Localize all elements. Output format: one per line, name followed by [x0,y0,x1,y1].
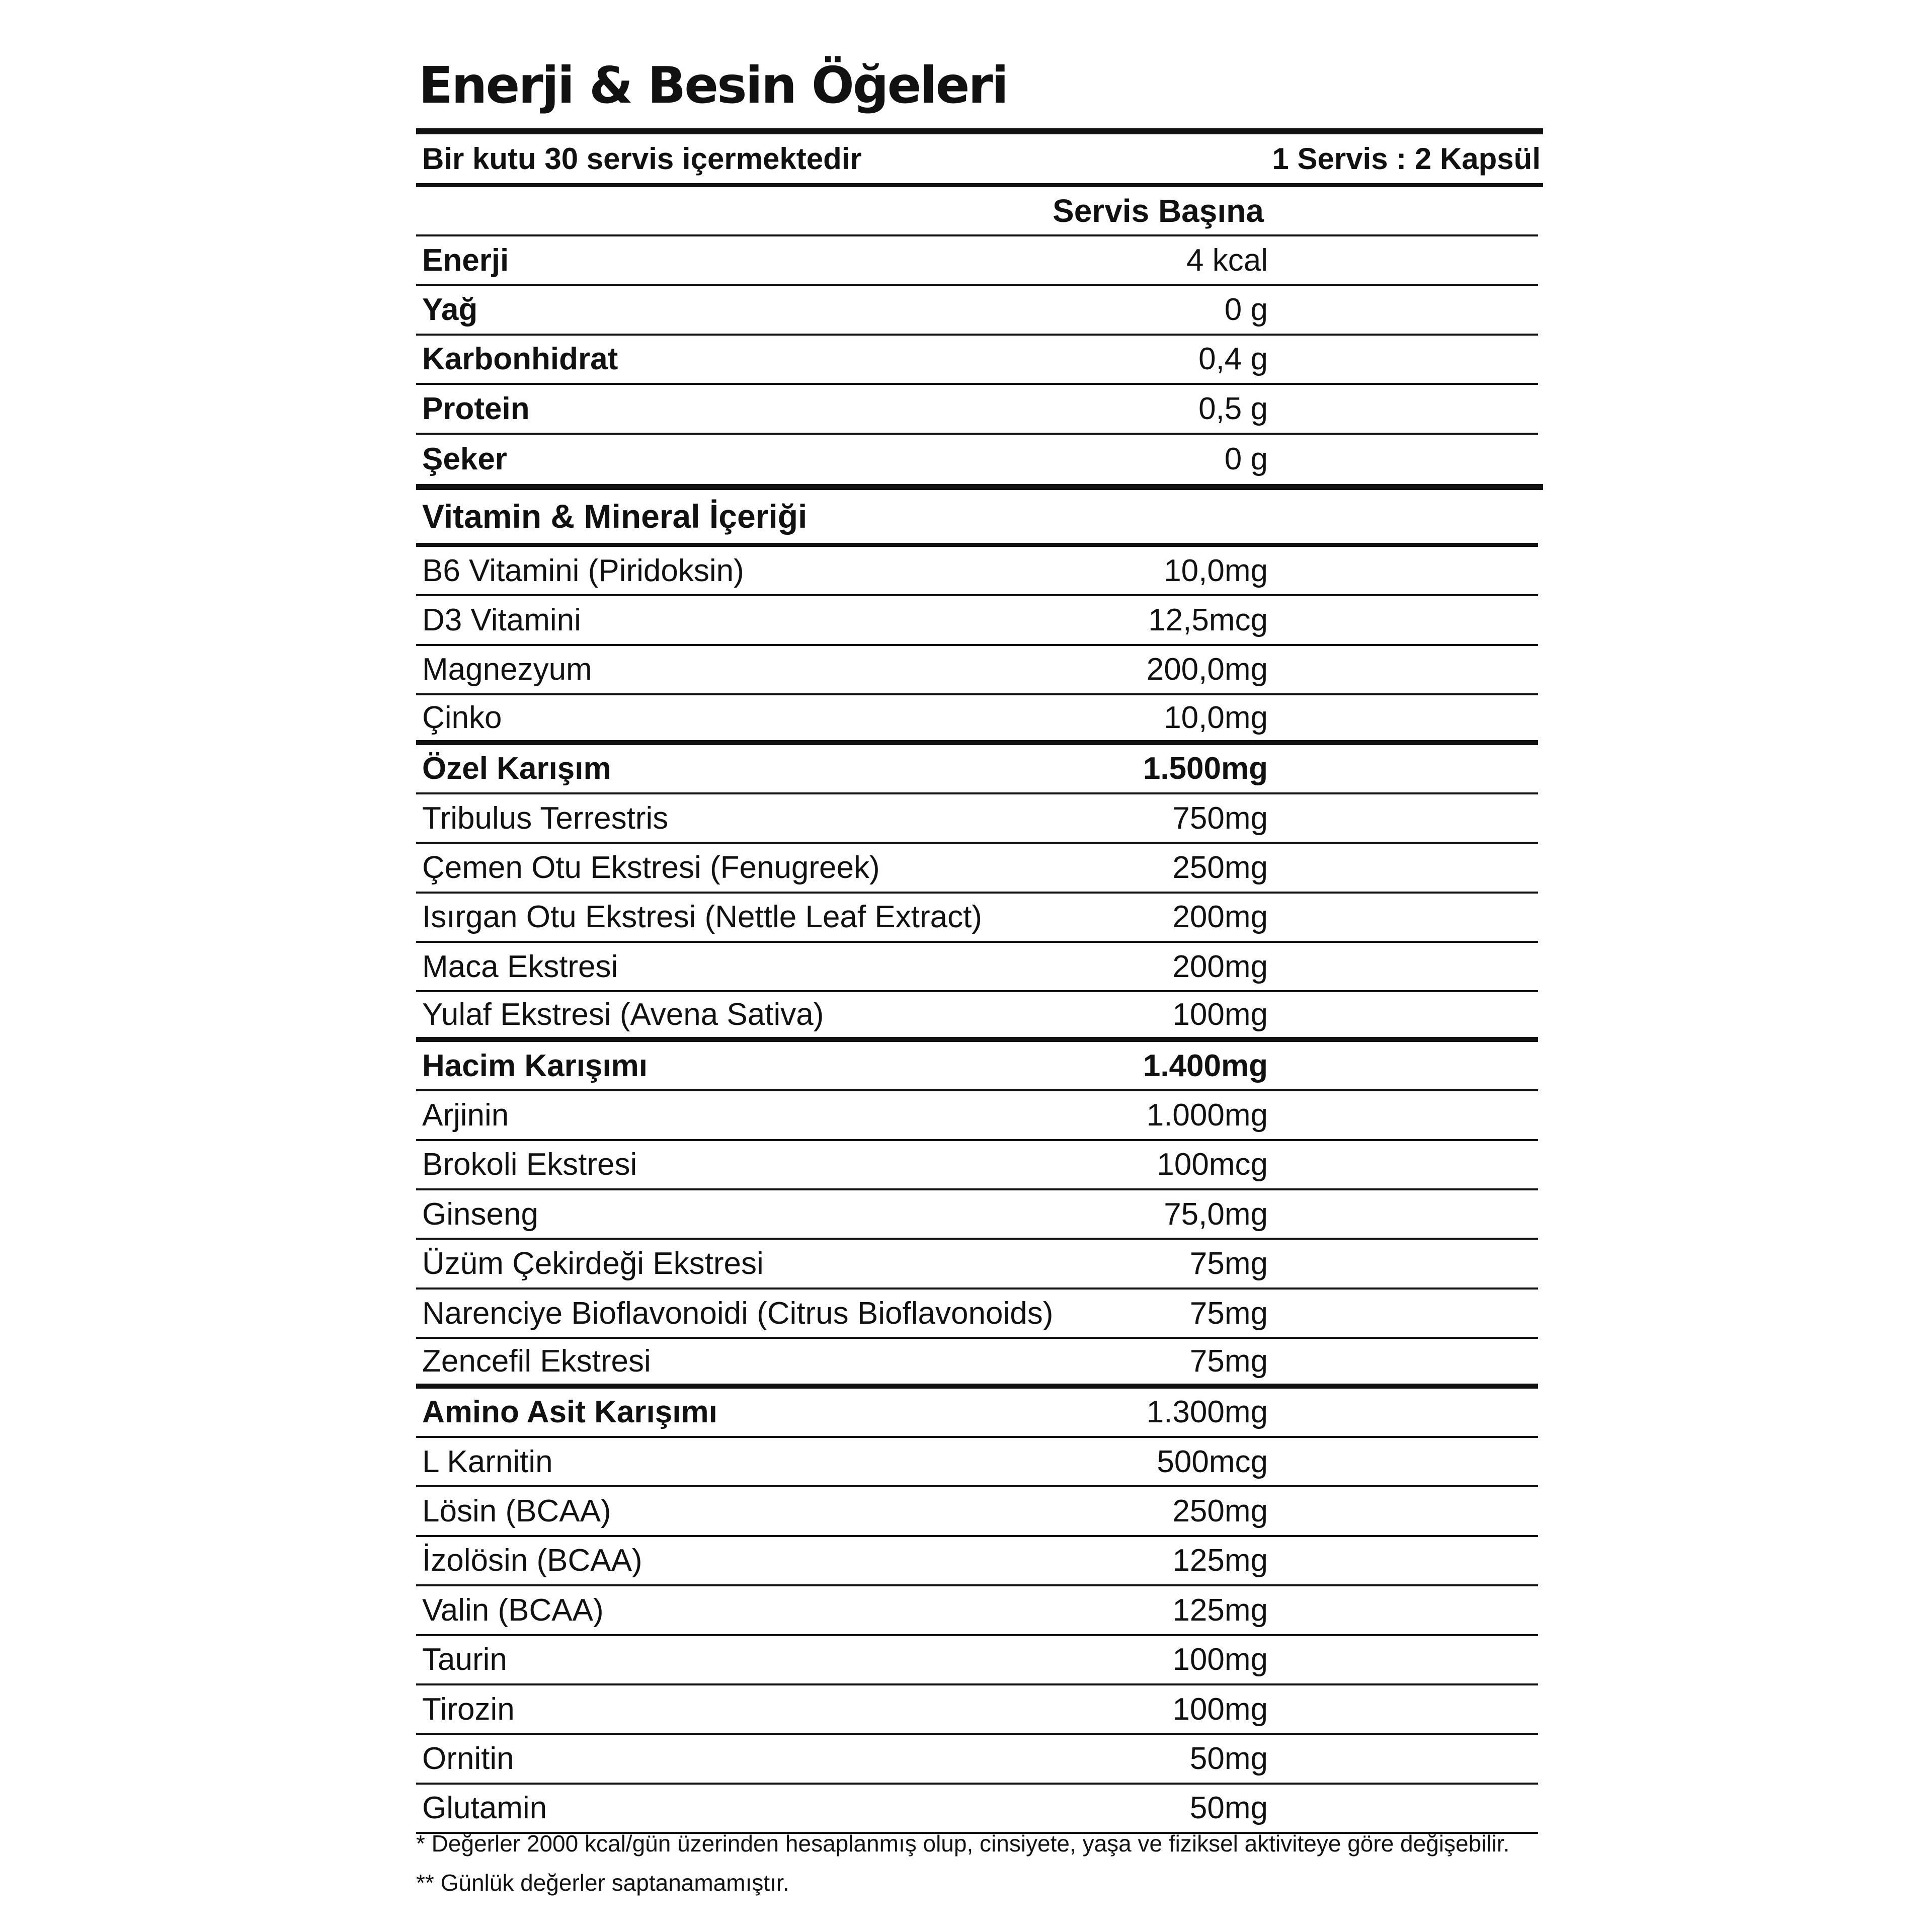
nutrient-name: Taurin [422,1642,507,1677]
table-row [416,844,1538,893]
nutrient-name: Narenciye Bioflavonoidi (Citrus Bioflavonoids) [422,1296,1054,1331]
footnote-2: ** Günlük değerler saptanamamıştır. [416,1870,789,1896]
nutrient-value: 12,5mcg [1148,603,1268,638]
nutrient-value: 100mg [1172,1642,1268,1677]
table-row [416,1042,1538,1091]
table-row [416,695,1538,745]
top-rule [416,128,1543,134]
table-row [416,236,1538,286]
nutrient-name: Yağ [422,292,478,328]
table-row [416,385,1538,434]
table-row [416,745,1538,794]
per-serving-label: Servis Başına [1053,193,1264,229]
nutrient-value: 1.000mg [1146,1097,1268,1133]
nutrient-value: 100mg [1172,1692,1268,1727]
nutrient-name: Magnezyum [422,652,592,687]
nutrient-name: Karbonhidrat [422,342,618,377]
nutrient-value: 750mg [1172,800,1268,836]
table-row [416,336,1538,385]
nutrient-value: 50mg [1189,1741,1268,1777]
nutrient-value: 0 g [1224,442,1268,477]
table-row [416,1290,1538,1339]
nutrient-name: D3 Vitamini [422,603,581,638]
nutrient-value: 1.500mg [1143,751,1268,786]
table-row [416,1389,1538,1438]
nutrient-name: Valin (BCAA) [422,1592,604,1628]
nutrient-value: 250mg [1172,1494,1268,1529]
nutrient-name: Çemen Otu Ekstresi (Fenugreek) [422,850,880,885]
nutrient-name: Özel Karışım [422,751,611,786]
nutrient-name: Isırgan Otu Ekstresi (Nettle Leaf Extract) [422,900,982,935]
nutrient-value: 100mcg [1157,1147,1268,1182]
nutrient-value: 1.400mg [1143,1048,1268,1083]
nutrient-value: 0 g [1224,292,1268,328]
nutrient-name: Protein [422,391,530,426]
nutrient-name: Maca Ekstresi [422,949,618,984]
table-row [416,1339,1538,1388]
nutrient-name: Ornitin [422,1741,514,1777]
table-row [416,596,1538,646]
nutrient-value: 250mg [1172,850,1268,885]
table-row [416,1636,1538,1685]
page-title: Enerji & Besin Öğeleri [419,56,1007,115]
nutrient-value: 75mg [1189,1246,1268,1281]
nutrient-name: Lösin (BCAA) [422,1494,611,1529]
nutrient-name: Amino Asit Karışımı [422,1395,717,1430]
table-row [416,1240,1538,1289]
nutrient-value: 75mg [1189,1296,1268,1331]
nutrient-name: Enerji [422,243,509,278]
nutrient-value: 100mg [1172,997,1268,1032]
nutrient-value: 200,0mg [1146,652,1268,687]
footnote-1: * Değerler 2000 kcal/gün üzerinden hesaplanmış olup, cinsiyete, yaşa ve fiziksel aktiviteye göre değişebilir. [416,1830,1510,1857]
nutrient-name: Tribulus Terrestris [422,800,669,836]
nutrient-value: 50mg [1189,1791,1268,1826]
nutrient-name: Arjinin [422,1097,509,1133]
footnotes [416,1824,1509,1902]
table-row [416,1091,1538,1141]
nutrient-value: 200mg [1172,949,1268,984]
nutrition-panel [416,50,1543,1834]
nutrient-name: Hacim Karışımı [422,1048,648,1083]
table-row [416,1190,1538,1240]
per-serving-header [416,187,1538,236]
nutrient-value: 4 kcal [1186,243,1268,278]
nutrient-value: 10,0mg [1164,700,1268,735]
table-row [416,547,1538,596]
table-row [416,1487,1538,1537]
table-row [416,992,1538,1041]
nutrient-value: 10,0mg [1164,553,1268,588]
section-rule [416,484,1543,490]
nutrient-value: 75mg [1189,1343,1268,1379]
table-row [416,943,1538,992]
nutrient-name: Ginseng [422,1196,538,1232]
vitamin-table [416,547,1543,1834]
nutrient-name: Çinko [422,700,502,735]
vitamin-heading: Vitamin & Mineral İçeriği [416,490,1538,547]
nutrient-value: 0,5 g [1198,391,1268,426]
table-row [416,1586,1538,1636]
nutrient-name: Tirozin [422,1692,515,1727]
table-row [416,1735,1538,1784]
nutrient-name: Üzüm Çekirdeği Ekstresi [422,1246,764,1281]
table-row [416,1141,1538,1190]
nutrient-name: L Karnitin [422,1444,553,1479]
nutrient-name: Brokoli Ekstresi [422,1147,637,1182]
table-row [416,646,1538,695]
nutrient-name: Şeker [422,442,507,477]
nutrient-value: 0,4 g [1198,342,1268,377]
table-row [416,1685,1538,1735]
table-row [416,1537,1538,1586]
header-rule [416,183,1543,187]
nutrient-value: 125mg [1172,1592,1268,1628]
nutrient-name: İzolösin (BCAA) [422,1543,642,1578]
nutrient-name: B6 Vitamini (Piridoksin) [422,553,744,588]
table-row [416,286,1538,335]
nutrient-name: Yulaf Ekstresi (Avena Sativa) [422,997,824,1032]
table-row [416,435,1538,484]
servings-per-box: Bir kutu 30 servis içermektedir [422,142,862,176]
serving-size: 1 Servis : 2 Kapsül [1272,142,1541,176]
table-row [416,794,1538,844]
energy-table [416,236,1543,484]
nutrient-value: 75,0mg [1164,1196,1268,1232]
nutrient-name: Zencefil Ekstresi [422,1343,651,1379]
table-row [416,894,1538,943]
serving-info-row [416,134,1543,183]
table-row [416,1438,1538,1487]
nutrient-value: 1.300mg [1146,1395,1268,1430]
nutrient-value: 500mcg [1157,1444,1268,1479]
nutrient-value: 200mg [1172,900,1268,935]
nutrient-name: Glutamin [422,1791,547,1826]
nutrient-value: 125mg [1172,1543,1268,1578]
